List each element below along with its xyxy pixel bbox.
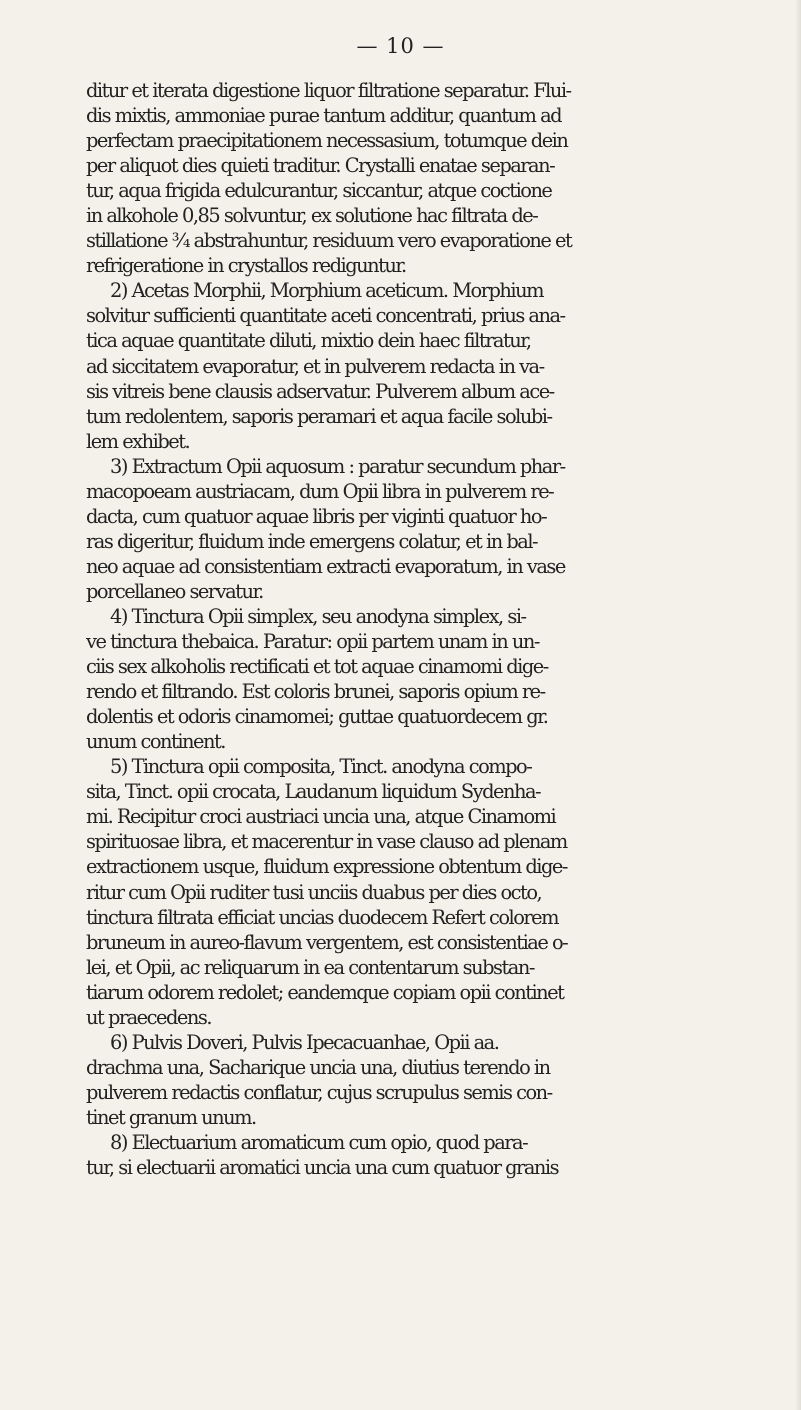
text-line: ciis sex alkoholis rectificati et tot aquae cinamomi dige- [86,655,548,679]
text-line: ritur cum Opii ruditer tusi unciis duabus per dies octo, [86,880,542,904]
page-edge-shadow [795,0,801,1410]
text-line: porcellaneo servatur. [86,579,263,603]
text-line: lem exhibet. [86,429,190,453]
text-line: rendo et filtrando. Est coloris brunei, saporis opium re- [86,680,545,704]
text-line: 5) Tinctura opii composita, Tinct. anodyna compo- [110,755,532,779]
text-line: refrigeratione in crystallos rediguntur. [86,254,406,278]
text-line: mi. Recipitur croci austriaci uncia una, atque Cinamomi [86,805,556,829]
text-line: ve tinctura thebaica. Paratur: opii partem unam in un- [86,630,539,654]
text-line: sita, Tinct. opii crocata, Laudanum liquidum Sydenha- [86,780,541,804]
text-line: unum continent. [86,730,225,754]
text-line: per aliquot dies quieti traditur. Crystalli enatae separan- [86,154,555,178]
text-line: ut praecedens. [86,1005,211,1029]
text-line: ditur et iterata digestione liquor filtratione separatur. Flui- [86,79,571,102]
text-line: neo aquae ad consistentiam extracti evaporatum, in vase [86,554,565,578]
text-line: 2) Acetas Morphii, Morphium aceticum. Morphium [110,279,543,303]
text-line: macopoeam austriacam, dum Opii libra in pulverem re- [86,479,554,503]
text-line: dacta, cum quatuor aquae libris per viginti quatuor ho- [86,504,547,528]
text-line: tinet granum unum. [86,1105,256,1129]
text-line: tur, si electuarii aromatici uncia una cum quatuor granis [86,1156,559,1180]
text-line: tiarum odorem redolet; eandemque copiam opii continet [86,980,564,1004]
text-line: extractionem usque, fluidum expressione obtentum dige- [86,855,567,879]
text-line: tica aquae quantitate diluti, mixtio dein haec filtratur, [86,329,531,353]
text-line: drachma una, Sacharique uncia una, diutius terendo in [86,1055,550,1079]
page-number: — 10 — [356,34,445,58]
text-line: spirituosae libra, et macerentur in vase clauso ad plenam [86,830,567,854]
text-line: perfectam praecipitationem necessasium, totumque dein [86,129,568,153]
text-line: ad siccitatem evaporatur, et in pulverem redacta in va- [86,354,544,378]
text-line: bruneum in aureo-flavum vergentem, est consistentiae o- [86,930,568,954]
text-line: tur, aqua frigida edulcurantur, siccantur, atque coctione [86,179,552,203]
text-line: tum redolentem, saporis peramari et aqua facile solubi- [86,404,552,428]
text-line: solvitur sufficienti quantitate aceti concentrati, prius ana- [86,304,565,328]
body-text [86,78,786,1180]
text-line: 8) Electuarium aromaticum cum opio, quod para- [110,1130,528,1154]
text-line: tinctura filtrata efficiat uncias duodecem Refert colorem [86,905,558,929]
text-line: sis vitreis bene clausis adservatur. Pulverem album ace- [86,379,554,403]
text-line: 3) Extractum Opii aquosum : paratur secundum phar- [110,454,565,478]
text-line: lei, et Opii, ac reliquarum in ea contentarum substan- [86,955,534,979]
text-line: stillatione ¾ abstrahuntur, residuum vero evaporatione et [86,229,572,253]
text-line: in alkohole 0,85 solvuntur, ex solutione hac filtrata de- [86,204,538,228]
text-line: dis mixtis, ammoniae purae tantum additur, quantum ad [86,104,562,128]
text-line: 4) Tinctura Opii simplex, seu anodyna simplex, si- [110,604,526,628]
text-line: ras digeritur, fluidum inde emergens colatur, et in bal- [86,529,538,553]
text-line: 6) Pulvis Doveri, Pulvis Ipecacuanhae, Opii aa. [110,1030,499,1054]
text-line: dolentis et odoris cinamomei; guttae quatuordecem gr. [86,705,548,729]
text-line: pulverem redactis conflatur, cujus scrupulus semis con- [86,1080,552,1104]
